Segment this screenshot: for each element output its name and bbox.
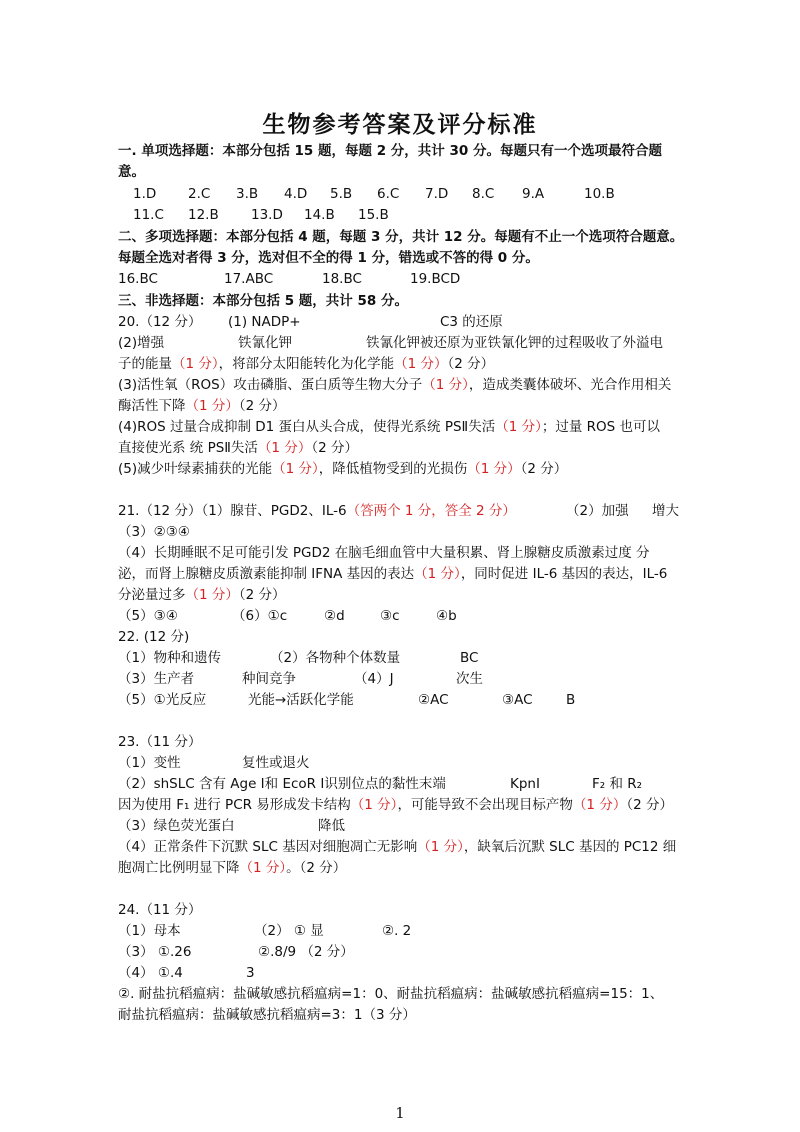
answer-item: 13.D bbox=[251, 207, 283, 223]
q21-p3: （3）②③④ bbox=[118, 524, 190, 540]
q20-p3-line2 bbox=[118, 397, 286, 415]
q21-p6c: ③c bbox=[380, 608, 400, 624]
q23-head: 23.（11 分） bbox=[118, 734, 202, 750]
q20-p2-line2 bbox=[118, 355, 494, 373]
q20-head: 20.（12 分） bbox=[118, 314, 202, 330]
answer-item: 11.C bbox=[133, 207, 164, 223]
section3-heading: 三、非选择题：本部分包括 5 题，共计 58 分。 bbox=[118, 293, 408, 309]
q23-r2b: KpnI bbox=[510, 776, 540, 792]
q23-r6a: 胞凋亡比例明显下降 bbox=[118, 860, 240, 876]
q21-p6b: ②d bbox=[324, 608, 345, 624]
q22-r1b: （2）各物种个体数量 bbox=[270, 650, 401, 666]
q20-p4f: （2 分） bbox=[311, 440, 358, 456]
q20-p4-line1 bbox=[118, 418, 660, 436]
q24-r1c: ②. 2 bbox=[382, 923, 412, 939]
q22-head: 22. (12 分) bbox=[118, 629, 190, 645]
answer-item: 5.B bbox=[330, 186, 353, 202]
q20-p4-line2 bbox=[118, 439, 358, 457]
q21-head-text: 21.（12 分）（1）腺苷、PGD2、IL-6 bbox=[118, 503, 347, 519]
q22-r2b: 种间竞争 bbox=[242, 671, 296, 687]
q22-r1a: （1）物种和遗传 bbox=[118, 650, 222, 666]
q20-p5b: （1 分） bbox=[272, 461, 319, 477]
q20-p1: (1) NADP+ bbox=[228, 314, 301, 330]
q20-p3e: （1 分） bbox=[185, 398, 239, 414]
q20-p3-line1 bbox=[118, 376, 671, 394]
q23-r3d: （1 分） bbox=[572, 797, 627, 813]
q23-r6b: （1 分） bbox=[239, 860, 287, 876]
section1-heading-cont: 意。 bbox=[118, 164, 145, 180]
q20-p5 bbox=[118, 460, 567, 478]
q20-p4a: (4)ROS 过量合成抑制 D1 蛋白从头合成，使得光系统 PSⅡ失活 bbox=[118, 419, 496, 435]
answer-item: 7.D bbox=[425, 186, 449, 202]
page-title: 生物参考答案及评分标准 bbox=[262, 111, 538, 138]
q20-p2g: （1 分） bbox=[394, 356, 448, 372]
answer-item: 14.B bbox=[304, 207, 335, 223]
q20-p3b: （1 分） bbox=[422, 377, 469, 393]
section1-heading: 一. 单项选择题：本部分包括 15 题，每题 2 分，共计 30 分。每题只有一个选项最符合题 bbox=[118, 143, 662, 159]
answer-item: 17.ABC bbox=[224, 271, 274, 287]
q21-p4-line2 bbox=[118, 565, 667, 583]
q23-r1a: （1）变性 bbox=[118, 755, 181, 771]
q21-p6: （6）①c bbox=[232, 608, 288, 624]
answer-item: 16.BC bbox=[118, 271, 158, 287]
q20-p5d: （1 分） bbox=[467, 461, 521, 477]
q20-p1b: C3 的还原 bbox=[440, 314, 503, 330]
q22-r3d: ③AC bbox=[502, 692, 533, 708]
q21-p2: （2）加强 bbox=[566, 503, 629, 519]
answer-item: 19.BCD bbox=[410, 271, 461, 287]
q24-head: 24.（11 分） bbox=[118, 902, 202, 918]
q23-r1b: 复性或退火 bbox=[242, 755, 310, 771]
q21-p2b: 增大 bbox=[652, 503, 679, 519]
q20-p4d: 直接使光系 统 PSⅡ失活 bbox=[118, 440, 258, 456]
q23-r3 bbox=[118, 796, 673, 814]
answer-item: 15.B bbox=[358, 207, 389, 223]
q20-p3c: ，造成类囊体破坏、光合作用相关 bbox=[468, 377, 672, 393]
q23-r3c: ，可能导致不会出现目标产物 bbox=[397, 797, 573, 813]
answer-item: 18.BC bbox=[322, 271, 362, 287]
q20-p2h: （2 分） bbox=[447, 356, 495, 372]
q21-head-red: （答两个 1 分，答全 2 分） bbox=[346, 503, 516, 519]
q21-p4c: （1 分） bbox=[414, 566, 461, 582]
q22-r3e: B bbox=[566, 692, 576, 708]
q24-r2a: （3） ①.26 bbox=[118, 944, 192, 960]
q22-r2c: （4）J bbox=[354, 671, 394, 687]
q21-p4g: （2 分） bbox=[238, 587, 286, 603]
q24-r1b: （2） ① 显 bbox=[254, 923, 324, 939]
q24-r3a: （4） ①.4 bbox=[118, 965, 183, 981]
q23-r4b: 降低 bbox=[318, 818, 345, 834]
q20-p3f: （2 分） bbox=[238, 398, 286, 414]
q20-p2a: (2)增强 bbox=[118, 335, 165, 351]
q20-p5a: (5)减少叶绿素捕获的光能 bbox=[118, 461, 273, 477]
q20-p2f: ，将部分太阳能转化为化学能 bbox=[218, 356, 395, 372]
q21-p6d: ④b bbox=[436, 608, 457, 624]
q23-r4a: （3）绿色荧光蛋白 bbox=[118, 818, 235, 834]
q20-p3a: (3)活性氧（ROS）攻击磷脂、蛋白质等生物大分子 bbox=[118, 377, 423, 393]
q21-p4f: （1 分） bbox=[185, 587, 239, 603]
q23-r6c: 。（2 分） bbox=[286, 860, 347, 876]
q20-p4b: （1 分） bbox=[495, 419, 542, 435]
q20-p5c: ，降低植物受到的光损伤 bbox=[318, 461, 468, 477]
q22-r1c: BC bbox=[460, 650, 479, 666]
q20-p4c: ；过量 ROS 也可以 bbox=[541, 419, 661, 435]
answer-item: 12.B bbox=[188, 207, 219, 223]
q23-r6 bbox=[118, 859, 346, 877]
section2-heading-cont: 每题全选对者得 3 分，选对但不全的得 1 分，错选或不答的得 0 分。 bbox=[118, 250, 539, 266]
section2-heading: 二、多项选择题：本部分包括 4 题，每题 3 分，共计 12 分。每题有不止一个选项符合题意。 bbox=[118, 229, 684, 245]
q21-p5: （5）③④ bbox=[118, 608, 178, 624]
q20-p3d: 酶活性下降 bbox=[118, 398, 186, 414]
q23-r5c: ，缺氧后沉默 SLC 基因的 PC12 细 bbox=[463, 839, 677, 855]
q20-p4e: （1 分） bbox=[257, 440, 312, 456]
q24-r1a: （1）母本 bbox=[118, 923, 181, 939]
q20-p2c: 铁氰化钾被还原为亚铁氰化钾的过程吸收了外溢电 bbox=[366, 335, 663, 351]
q22-r3b: 光能→活跃化学能 bbox=[248, 692, 354, 708]
q24-r2b: ②.8/9 （2 分） bbox=[258, 944, 354, 960]
answer-item: 3.B bbox=[236, 186, 259, 202]
q22-r3c: ②AC bbox=[418, 692, 449, 708]
answer-item: 1.D bbox=[133, 186, 157, 202]
q23-r3a: 因为使用 F₁ 进行 PCR 易形成发卡结构 bbox=[118, 797, 351, 813]
q23-r5b: （1 分） bbox=[417, 839, 464, 855]
q21-p4b: 泌，而肾上腺糖皮质激素能抑制 IFNA 基因的表达 bbox=[118, 566, 415, 582]
q21-p4d: ，同时促进 IL-6 基因的表达，IL-6 bbox=[460, 566, 668, 582]
q23-r3e: （2 分） bbox=[626, 797, 673, 813]
q20-p2e: （1 分） bbox=[172, 356, 219, 372]
q21-head bbox=[118, 502, 516, 520]
q20-p2b: 铁氰化钾 bbox=[238, 335, 292, 351]
page-number: 1 bbox=[395, 1104, 405, 1122]
answer-item: 4.D bbox=[284, 186, 308, 202]
answer-item: 8.C bbox=[472, 186, 495, 202]
q21-p4e: 分泌量过多 bbox=[118, 587, 186, 603]
answer-item: 10.B bbox=[584, 186, 615, 202]
q23-r2c: F₂ 和 R₂ bbox=[592, 776, 643, 792]
q22-r3a: （5）①光反应 bbox=[118, 692, 207, 708]
q22-r2d: 次生 bbox=[456, 671, 483, 687]
q21-p4-line3 bbox=[118, 586, 286, 604]
q24-r3b: 3 bbox=[246, 965, 255, 981]
q23-r2a: （2）shSLC 含有 Age Ⅰ和 EcoR Ⅰ识别位点的黏性末端 bbox=[118, 776, 446, 792]
answer-item: 2.C bbox=[188, 186, 211, 202]
q20-p5e: （2 分） bbox=[520, 461, 568, 477]
q23-r5a: （4）正常条件下沉默 SLC 基因对细胞凋亡无影响 bbox=[118, 839, 418, 855]
q23-r5 bbox=[118, 838, 676, 856]
answer-item: 6.C bbox=[377, 186, 400, 202]
q20-p2d: 子的能量 bbox=[118, 356, 172, 372]
q24-r4: ②. 耐盐抗稻瘟病：盐碱敏感抗稻瘟病=1：0、耐盐抗稻瘟病：盐碱敏感抗稻瘟病=15：1、 bbox=[118, 986, 664, 1002]
q23-r3b: （1 分） bbox=[350, 797, 398, 813]
q21-p4a: （4）长期睡眠不足可能引发 PGD2 在脑毛细血管中大量积累、肾上腺糖皮质激素过度 分 bbox=[118, 545, 650, 561]
q22-r2a: （3）生产者 bbox=[118, 671, 195, 687]
answer-item: 9.A bbox=[522, 186, 545, 202]
q24-r5: 耐盐抗稻瘟病：盐碱敏感抗稻瘟病=3：1（3 分） bbox=[118, 1007, 416, 1023]
